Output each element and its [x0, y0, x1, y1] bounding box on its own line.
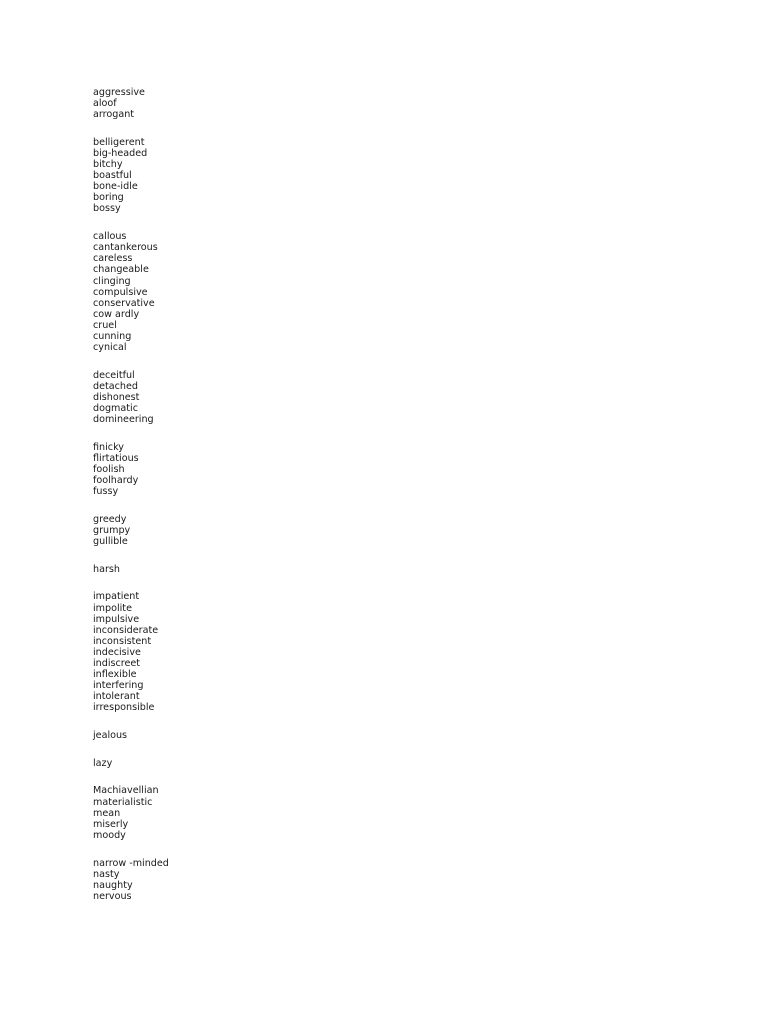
word-entry: jealous [93, 730, 128, 742]
word-group [93, 137, 169, 215]
word-group [93, 564, 169, 575]
word-entry: inconsiderate [93, 624, 159, 636]
word-group [93, 785, 169, 840]
word-group [93, 858, 169, 902]
word-entry: fussy [93, 486, 119, 498]
word-entry: impatient [93, 591, 140, 603]
word-entry: bossy [93, 203, 121, 215]
word-entry: cow ardly [93, 308, 140, 320]
word-entry: grumpy [93, 524, 131, 536]
word-entry: miserly [93, 818, 129, 830]
word-entry: nasty [93, 868, 120, 880]
word-entry: irresponsible [93, 702, 155, 714]
word-entry: detached [93, 380, 138, 392]
word-entry: foolish [93, 464, 125, 475]
word-group [93, 231, 169, 353]
word-group [93, 514, 169, 547]
word-entry: narrow -minded [93, 857, 169, 869]
word-entry: big-headed [93, 147, 148, 159]
word-entry: cynical [93, 342, 127, 354]
word-entry: dogmatic [93, 403, 138, 415]
word-entry: Machiavellian [93, 785, 159, 797]
word-entry: inflexible [93, 669, 137, 681]
word-group [93, 87, 169, 120]
word-entry: nervous [93, 890, 132, 902]
word-entry: greedy [93, 513, 127, 525]
word-entry: careless [93, 253, 133, 265]
word-entry: dishonest [93, 391, 140, 403]
word-entry: materialistic [93, 796, 153, 808]
word-entry: deceitful [93, 369, 135, 381]
word-entry: cantankerous [93, 242, 158, 254]
word-entry: gullible [93, 536, 128, 548]
word-entry: callous [93, 231, 127, 243]
word-entry: impulsive [93, 613, 140, 625]
word-entry: moody [93, 829, 126, 841]
word-entry: boring [93, 192, 124, 204]
word-group [93, 370, 169, 425]
word-entry: aggressive [93, 87, 145, 98]
word-entry: interfering [93, 680, 144, 692]
word-entry: harsh [93, 563, 120, 575]
word-entry: compulsive [93, 286, 148, 298]
word-entry: domineering [93, 414, 154, 426]
word-entry: lazy [93, 757, 113, 769]
word-entry: boastful [93, 170, 132, 182]
word-entry: finicky [93, 441, 124, 453]
word-entry: bone-idle [93, 181, 138, 193]
word-entry: cruel [93, 319, 117, 331]
word-entry: foolhardy [93, 475, 139, 487]
word-entry: clinging [93, 275, 131, 287]
word-entry: bitchy [93, 159, 123, 171]
word-entry: mean [93, 807, 121, 819]
word-group [93, 591, 169, 713]
word-entry: naughty [93, 879, 133, 891]
word-entry: cunning [93, 330, 132, 342]
word-entry: impolite [93, 602, 132, 614]
word-entry: flirtatious [93, 452, 139, 464]
word-list [93, 87, 169, 918]
word-entry: aloof [93, 98, 117, 110]
word-group [93, 758, 169, 769]
word-entry: indiscreet [93, 658, 141, 669]
word-entry: changeable [93, 264, 149, 276]
word-entry: conservative [93, 297, 155, 309]
word-group [93, 730, 169, 741]
word-entry: indecisive [93, 646, 141, 658]
word-entry: arrogant [93, 109, 135, 121]
word-entry: inconsistent [93, 635, 152, 647]
word-group [93, 442, 169, 497]
word-entry: belligerent [93, 136, 145, 148]
word-entry: intolerant [93, 691, 140, 703]
